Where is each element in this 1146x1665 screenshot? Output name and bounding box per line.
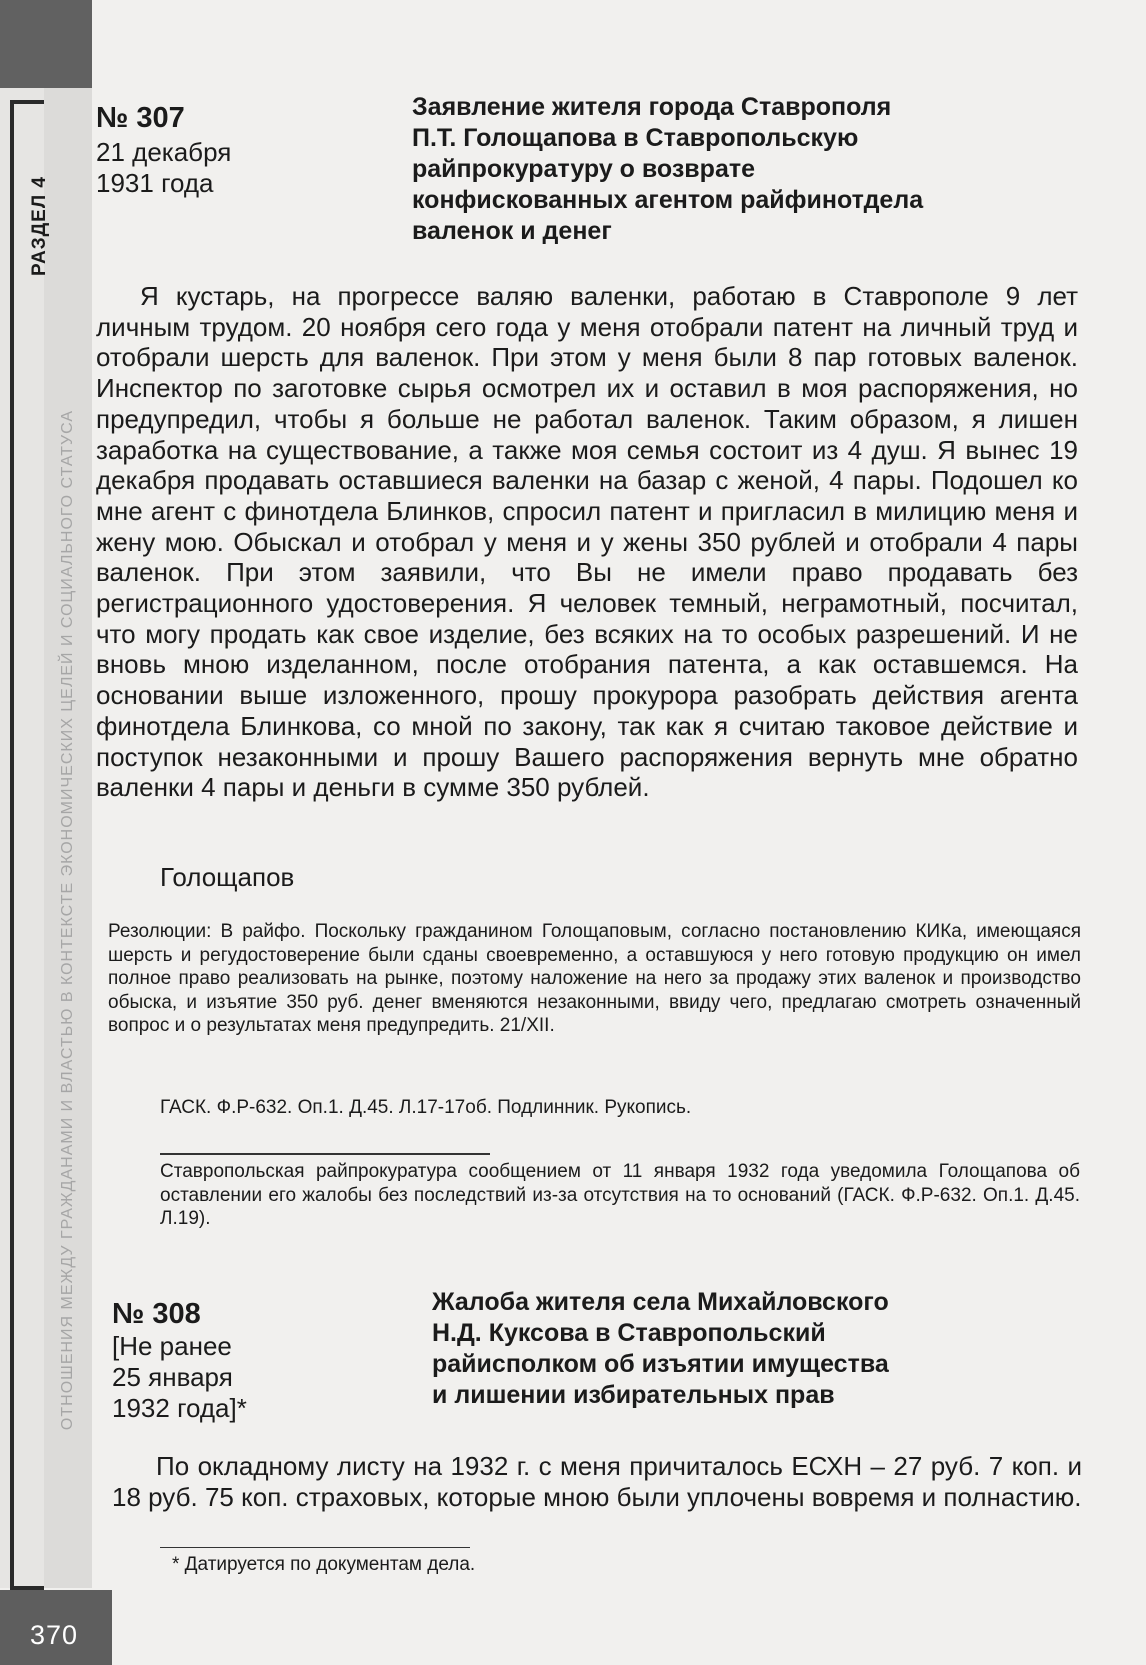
doc-307-title	[412, 92, 923, 247]
note-divider	[160, 1153, 490, 1155]
section-label: РАЗДЕЛ 4	[29, 176, 50, 277]
doc-307-signature: Голощапов	[160, 862, 295, 892]
doc-307-number: № 307	[96, 102, 185, 134]
side-bracket-line	[10, 100, 44, 1590]
doc-308-number: № 308	[112, 1298, 201, 1330]
doc-307-date-line: 21 декабря	[96, 137, 232, 167]
running-title: ОТНОШЕНИЯ МЕЖДУ ГРАЖДАНАМИ И ВЛАСТЬЮ В КОНТЕКСТЕ ЭКОНОМИЧЕСКИХ ЦЕЛЕЙ И СОЦИАЛЬНОГО СТАТУСА	[59, 409, 76, 1431]
doc-307-title-line: конфискованных агентом райфинотдела	[412, 186, 924, 214]
doc-307-body	[96, 281, 1078, 803]
doc-307-resolution	[108, 920, 1081, 1038]
doc-308-date-line: [Не ранее	[112, 1331, 232, 1361]
doc-308-body-paragraph: По окладному листу на 1932 г. с меня причиталось ЕСХН – 27 руб. 7 коп. и 18 руб. 75 коп. страховых, которые мною были уплочены вовремя и полнастию.	[112, 1451, 1082, 1512]
doc-307-date	[96, 137, 231, 199]
doc-308-title-line: и лишении избирательных прав	[432, 1381, 835, 1409]
doc-308-title-line: райисполком об изъятии имущества	[432, 1350, 889, 1378]
doc-307-title-line: валенок и денег	[412, 217, 612, 245]
footnote-divider	[160, 1547, 470, 1548]
doc-308-footnote: * Датируется по документам дела.	[172, 1554, 476, 1575]
doc-308-date	[112, 1331, 247, 1424]
doc-308-title-line: Жалоба жителя села Михайловского	[432, 1288, 889, 1316]
doc-308-title	[432, 1287, 889, 1411]
doc-308-date-line: 1932 года]*	[112, 1393, 247, 1423]
section-tab-top	[0, 0, 92, 88]
doc-307-source: ГАСК. Ф.Р-632. Оп.1. Д.45. Л.17-17об. Подлинник. Рукопись.	[160, 1097, 692, 1118]
doc-307-note-text: Ставропольская райпрокуратура сообщением от 11 января 1932 года уведомила Голощапова об оставлении его жалобы без последствий из-за отсутствия на то оснований (ГАСК. Ф.Р-632. Оп.1. Д.45. Л.19).	[160, 1161, 1080, 1229]
doc-307-title-line: П.Т. Голощапова в Ставропольскую	[412, 124, 859, 152]
doc-307-date-line: 1931 года	[96, 168, 214, 198]
doc-308-title-line: Н.Д. Куксова в Ставропольский	[432, 1319, 826, 1347]
doc-308-body	[112, 1451, 1082, 1512]
doc-308-date-line: 25 января	[112, 1362, 233, 1392]
doc-307-note	[160, 1160, 1080, 1231]
doc-307-body-paragraph: Я кустарь, на прогрессе валяю валенки, работаю в Ставрополе 9 лет личным трудом. 20 ноября сего года у меня отобрали патент на личный труд и отобрали шерсть для валенок. При этом у меня были 8 пар готовых валенок. Инспектор по заготовке сырья осмотрел их и оставил в моя распоряжения, но предупредил, чтобы я больше не работал валенок. Таким образом, я лишен заработка на существование, а также моя семья состоит из 4 душ. Я вынес 19 декабря продавать оставшиеся валенки на базар с женой, 4 пары. Подошел ко мне агент с финотдела Блинков, спросил патент и пригласил в милицию меня и жену мою. Обыскал и отобрал у меня и у жены 350 рублей и отобрали 4 пары валенок. При этом заявили, что Вы не имели право продавать без регистрационного удостоверения. Я человек темный, неграмотный, посчитал, что могу продать как свое изделие, без всяких на то особых разрешений. И не вновь мною изделанном, после отобрания патента, а как оставшемся. На основании выше изложенного, прошу прокурора разобрать действия агента финотдела Блинкова, со мной по закону, так как я считаю таковое действие и поступок незаконными и прошу Вашего распоряжения вернуть мне обратно валенки 4 пары и деньги в сумме 350 рублей.	[96, 281, 1078, 803]
page-number: 370	[30, 1620, 79, 1650]
doc-307-title-line: Заявление жителя города Ставрополя	[412, 93, 892, 121]
doc-307-title-line: райпрокуратуру о возврате	[412, 155, 755, 183]
doc-307-resolution-text: Резолюции: В райфо. Поскольку гражданином Голощаповым, согласно постановлению КИКа, имеющаяся шерсть и регудостоверение были сданы своевременно, а оставшуюся у него готовую продукцию он имел полное право реализовать на рынке, поэтому наложение на него за продажу этих валенок и производство обыска, и изъятие 350 руб. денег вменяются незаконными, ввиду чего, предлагаю смотреть означенный вопрос и о результатах меня предупредить. 21/XII.	[108, 921, 1081, 1036]
